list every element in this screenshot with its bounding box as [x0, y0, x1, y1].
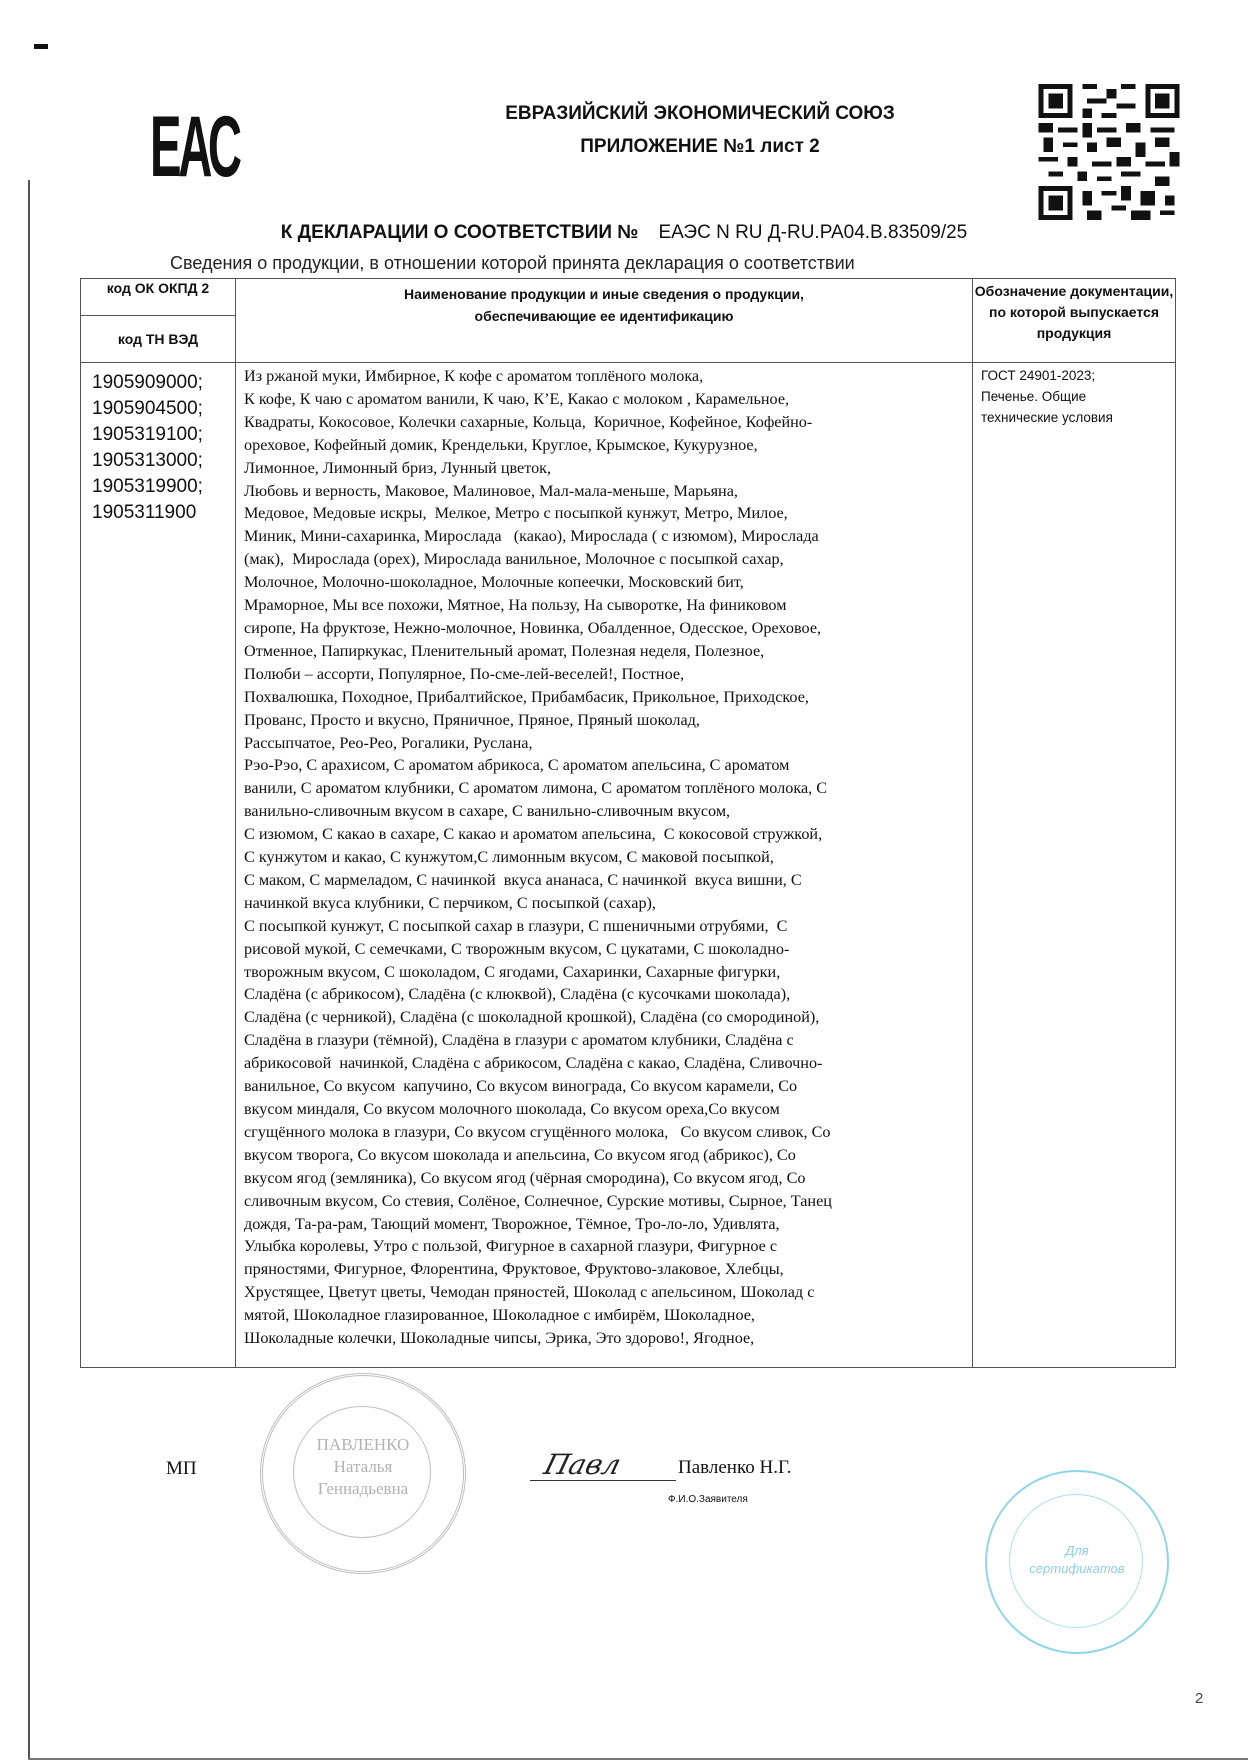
- product-line: Любовь и верность, Маковое, Малиновое, Мал-мала-меньше, Марьяна,: [244, 481, 738, 500]
- code-item: 1905311900: [92, 502, 197, 523]
- product-line: ванильно-сливочным вкусом в сахаре, С ванильно-сливочным вкусом,: [244, 802, 731, 821]
- product-line: ванили, С ароматом клубники, С ароматом лимона, С ароматом топлёного молока, С: [244, 779, 828, 798]
- header-okpd: код ОК ОКПД 2: [81, 279, 236, 316]
- codes-cell: [81, 363, 236, 1368]
- product-line: С маком, С мармеладом, С начинкой вкуса ананаса, С начинкой вкуса вишни, С: [244, 870, 802, 889]
- eac-logo: [150, 99, 311, 195]
- product-line: Квадраты, Кокосовое, Колечки сахарные, Кольца, Коричное, Кофейное, Кофейно-: [244, 412, 813, 431]
- code-item: 1905319900;: [92, 476, 203, 497]
- product-line: К кофе, К чаю с ароматом ванили, К чаю, К’Е, Какао с молоком , Карамельное,: [244, 389, 790, 408]
- products-cell: [236, 363, 973, 1368]
- code-item: 1905909000;: [92, 372, 203, 393]
- product-line: Мраморное, Мы все похожи, Мятное, На пользу, На сыворотке, На финиковом: [244, 596, 787, 615]
- declaration-number: ЕАЭС N RU Д-RU.PA04.B.83509/25: [658, 222, 968, 243]
- product-line: Миник, Мини-сахаринка, Мирослада (какао), Мирослада ( с изюмом), Мирослада: [244, 527, 819, 546]
- header-tnved: код ТН ВЭД: [81, 316, 236, 363]
- product-line: Молочное, Молочно-шоколадное, Молочные копеечки, Московский бит,: [244, 573, 744, 592]
- product-line: Хрустящее, Цветут цветы, Чемодан пряностей, Шоколад с апельсином, Шоколад с: [244, 1283, 815, 1302]
- product-line: Похвалюшка, Походное, Прибалтийское, Прибамбасик, Прикольное, Приходское,: [244, 687, 809, 706]
- code-item: 1905313000;: [92, 450, 203, 471]
- product-line: Медовое, Медовые искры, Мелкое, Метро с посыпкой кунжут, Метро, Милое,: [244, 504, 788, 523]
- product-line: вкусом творога, Со вкусом шоколада и апельсина, Со вкусом ягод (абрикос), Со: [244, 1145, 796, 1164]
- product-line: Из ржаной муки, Имбирное, К кофе с ароматом топлёного молока,: [244, 367, 704, 385]
- product-line: Сладёна (с абрикосом), Сладёна (с клюквой), Сладёна (с кусочками шоколада),: [244, 985, 791, 1004]
- stamp-text: Для сертификатов: [1029, 1543, 1125, 1576]
- scan-edge-left: [28, 180, 30, 1760]
- union-title: ЕВРАЗИЙСКИЙ ЭКОНОМИЧЕСКИЙ СОЮЗ: [505, 103, 895, 124]
- subtitle: Сведения о продукции, в отношении которой принята декларация о соответствии: [170, 253, 855, 273]
- product-line: Улыбка королевы, Утро с пользой, Фигурное в сахарной глазури, Фигурное с: [244, 1237, 778, 1256]
- product-line: С кунжутом и какао, С кунжутом,С лимонным вкусом, С маковой посыпкой,: [244, 848, 774, 867]
- seal-placeholder-label: МП: [166, 1458, 197, 1479]
- product-line: Отменное, Папиркукас, Пленительный аромат, Полезная неделя, Полезное,: [244, 641, 765, 660]
- product-line: Сладёна в глазури (тёмной), Сладёна в глазури с ароматом клубники, Сладёна с: [244, 1031, 794, 1050]
- documentation-cell: [973, 363, 1176, 1368]
- product-line: рисовой мукой, С семечками, С творожным вкусом, С цукатами, С шоколадно-: [244, 939, 790, 958]
- product-line: ванильное, Со вкусом капучино, Со вкусом винограда, Со вкусом карамели, Со: [244, 1077, 798, 1096]
- signature: Павл: [540, 1448, 625, 1481]
- product-line: сиропе, На фруктозе, Нежно-молочное, Новинка, Обалденное, Одесское, Ореховое,: [244, 618, 822, 637]
- product-line: С изюмом, С какао в сахаре, С какао и ароматом апельсина, С кокосовой стружкой,: [244, 825, 823, 844]
- product-line: (мак), Мирослада (орех), Мирослада ванильное, Молочное с посыпкой сахар,: [244, 550, 784, 569]
- product-line: Лимонное, Лимонный бриз, Лунный цветок,: [244, 458, 552, 477]
- header-documentation: Обозначение документации, по которой выпускается продукция: [973, 279, 1176, 363]
- signature-line: [530, 1480, 676, 1481]
- certification-stamp: [985, 1470, 1169, 1654]
- doc-line: ГОСТ 24901-2023;: [981, 368, 1096, 383]
- product-line: Рассыпчатое, Рео-Рео, Рогалики, Руслана,: [244, 733, 533, 752]
- product-line: С посыпкой кунжут, С посыпкой сахар в глазури, С пшеничными отрубями, С: [244, 916, 788, 935]
- product-line: абрикосовой начинкой, Сладёна с абрикосом, Сладёна с какао, Сладёна, Сливочно-: [244, 1054, 823, 1073]
- declaration-heading: [0, 222, 1248, 244]
- product-line: вкусом миндаля, Со вкусом молочного шоколада, Со вкусом ореха,Со вкусом: [244, 1100, 780, 1118]
- scan-edge-bottom: [28, 1758, 1248, 1760]
- product-line: начинкой вкуса клубники, С перчиком, С посыпкой (сахар),: [244, 893, 656, 912]
- appendix-title: ПРИЛОЖЕНИЕ №1 лист 2: [580, 136, 820, 157]
- qr-code-icon: [1038, 84, 1180, 220]
- header-product-name: Наименование продукции и иные сведения о продукции, обеспечивающие ее идентификацию: [236, 279, 973, 363]
- product-line: вкусом ягод (земляника), Со вкусом ягод (чёрная смородина), Со вкусом ягод, Со: [244, 1168, 806, 1187]
- product-line: пряностями, Фигурное, Флорентина, Фруктовое, Фруктово-злаковое, Хлебцы,: [244, 1260, 784, 1279]
- eac-logo-text: ЕАС: [150, 99, 239, 195]
- product-line: мятой, Шоколадное глазированное, Шоколадное с имбирём, Шоколадное,: [244, 1306, 755, 1325]
- product-line: Сладёна (с черникой), Сладёна (с шоколадной крошкой), Сладёна (со смородиной),: [244, 1008, 820, 1027]
- product-line: творожным вкусом, С шоколадом, С ягодами, Сахаринки, Сахарные фигурки,: [244, 962, 781, 981]
- product-line: Прованс, Просто и вкусно, Пряничное, Пряное, Пряный шоколад,: [244, 710, 700, 729]
- declaration-label: К ДЕКЛАРАЦИИ О СООТВЕТСТВИИ №: [280, 222, 639, 243]
- seal-text: ПАВЛЕНКО Наталья Геннадьевна: [316, 1435, 410, 1498]
- product-line: сгущённого молока в глазури, Со вкусом сгущённого молока, Со вкусом сливок, Со: [244, 1122, 831, 1141]
- doc-line: технические условия: [981, 410, 1113, 425]
- product-line: дождя, Та-ра-рам, Тающий момент, Творожное, Тёмное, Тро-ло-ло, Удивлята,: [244, 1214, 780, 1233]
- page-number: 2: [1195, 1690, 1204, 1707]
- product-line: сливочным вкусом, Со стевия, Солёное, Солнечное, Сурские мотивы, Сырное, Танец: [244, 1191, 832, 1210]
- doc-line: Печенье. Общие: [981, 389, 1087, 404]
- signer-name: Павленко Н.Г.: [678, 1457, 792, 1478]
- signer-caption: Ф.И.О.Заявителя: [668, 1494, 748, 1505]
- product-line: Полюби – ассорти, Популярное, По-сме-лей-веселей!, Постное,: [244, 664, 685, 683]
- product-table: [80, 278, 1176, 1368]
- product-line: Шоколадные колечки, Шоколадные чипсы, Эрика, Это здорово!, Ягодное,: [244, 1329, 755, 1348]
- code-item: 1905319100;: [92, 424, 203, 445]
- company-seal-stamp: [260, 1373, 466, 1574]
- product-line: ореховое, Кофейный домик, Крендельки, Круглое, Крымское, Кукурузное,: [244, 435, 758, 454]
- code-item: 1905904500;: [92, 398, 203, 419]
- scan-mark: [34, 44, 48, 49]
- product-line: Рэо-Рэо, С арахисом, С ароматом абрикоса, С ароматом апельсина, С ароматом: [244, 756, 790, 775]
